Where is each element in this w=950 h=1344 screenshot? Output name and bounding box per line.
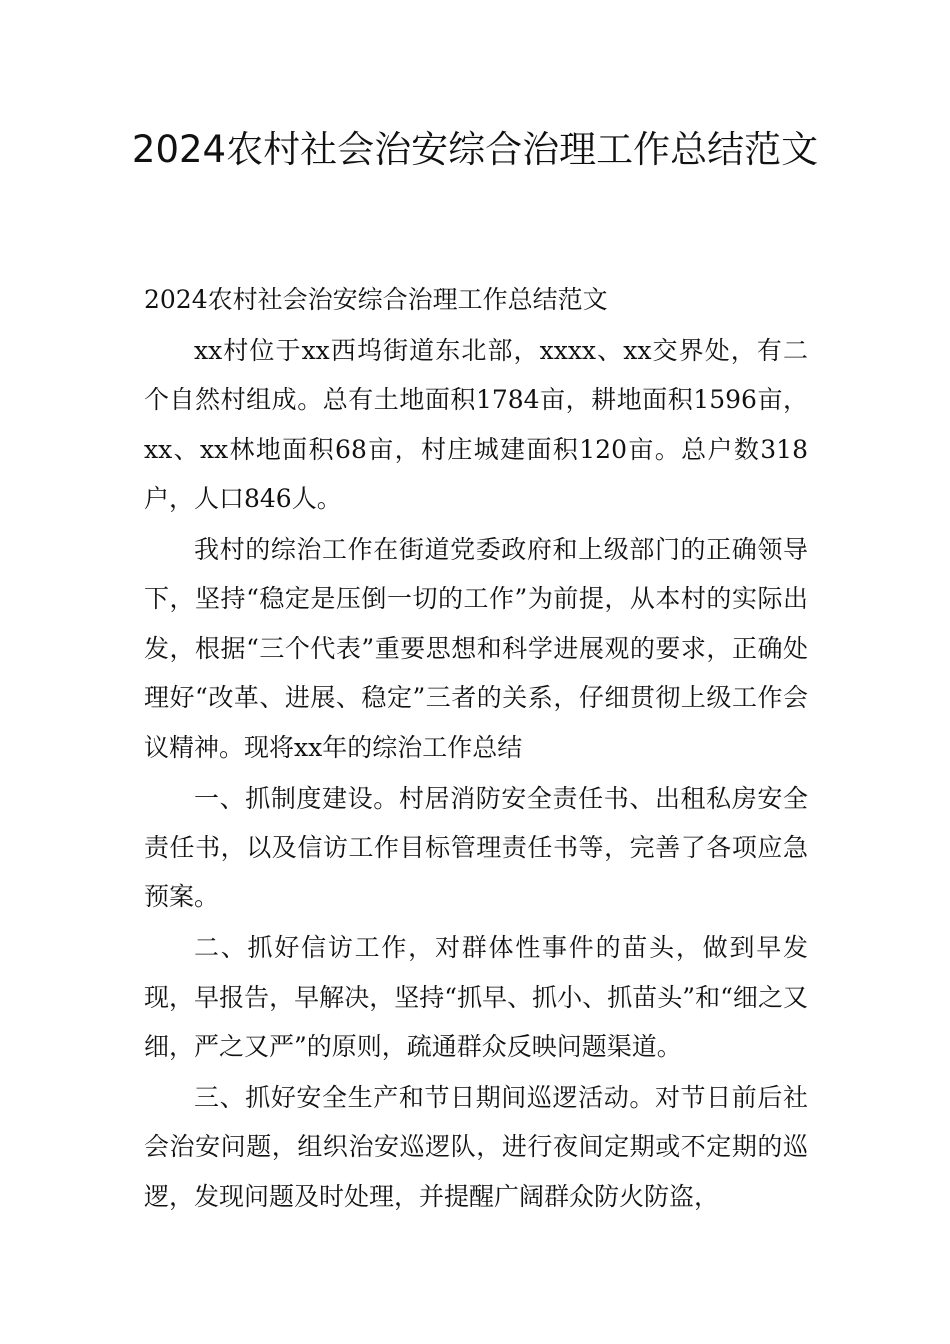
- paragraph-work-intro: 我村的综治工作在街道党委政府和上级部门的正确领导下，坚持“稳定是压倒一切的工作”为前提，从本村的实际出发，根据“三个代表”重要思想和科学进展观的要求，正确处理好“改革、进展、稳定”三者的关系，仔细贯彻上级工作会议精神。现将xx年的综治工作总结: [144, 535, 808, 762]
- document-title: 2024农村社会治安综合治理工作总结范文: [131, 128, 819, 171]
- paragraph-section-3: 三、抓好安全生产和节日期间巡逻活动。对节日前后社会治安问题，组织治安巡逻队，进行夜间定期或不定期的巡逻，发现问题及时处理，并提醒广阔群众防火防盗，: [144, 1083, 808, 1211]
- paragraph-village-overview: xx村位于xx西坞街道东北部，xxxx、xx交界处，有二个自然村组成。总有土地面积1784亩，耕地面积1596亩，xx、xx林地面积68亩，村庄城建面积120亩。总户数318户，人口846人。: [144, 335, 808, 514]
- paragraph-section-2: 二、抓好信访工作，对群体性事件的苗头，做到早发现，早报告，早解决，坚持“抓早、抓小、抓苗头”和“细之又细，严之又严”的原则，疏通群众反映问题渠道。: [144, 933, 808, 1062]
- paragraph-section-1: 一、抓制度建设。村居消防安全责任书、出租私房安全责任书，以及信访工作目标管理责任书等，完善了各项应急预案。: [144, 783, 808, 912]
- document-subtitle: 2024农村社会治安综合治理工作总结范文: [144, 285, 608, 314]
- document-body: [144, 275, 808, 1221]
